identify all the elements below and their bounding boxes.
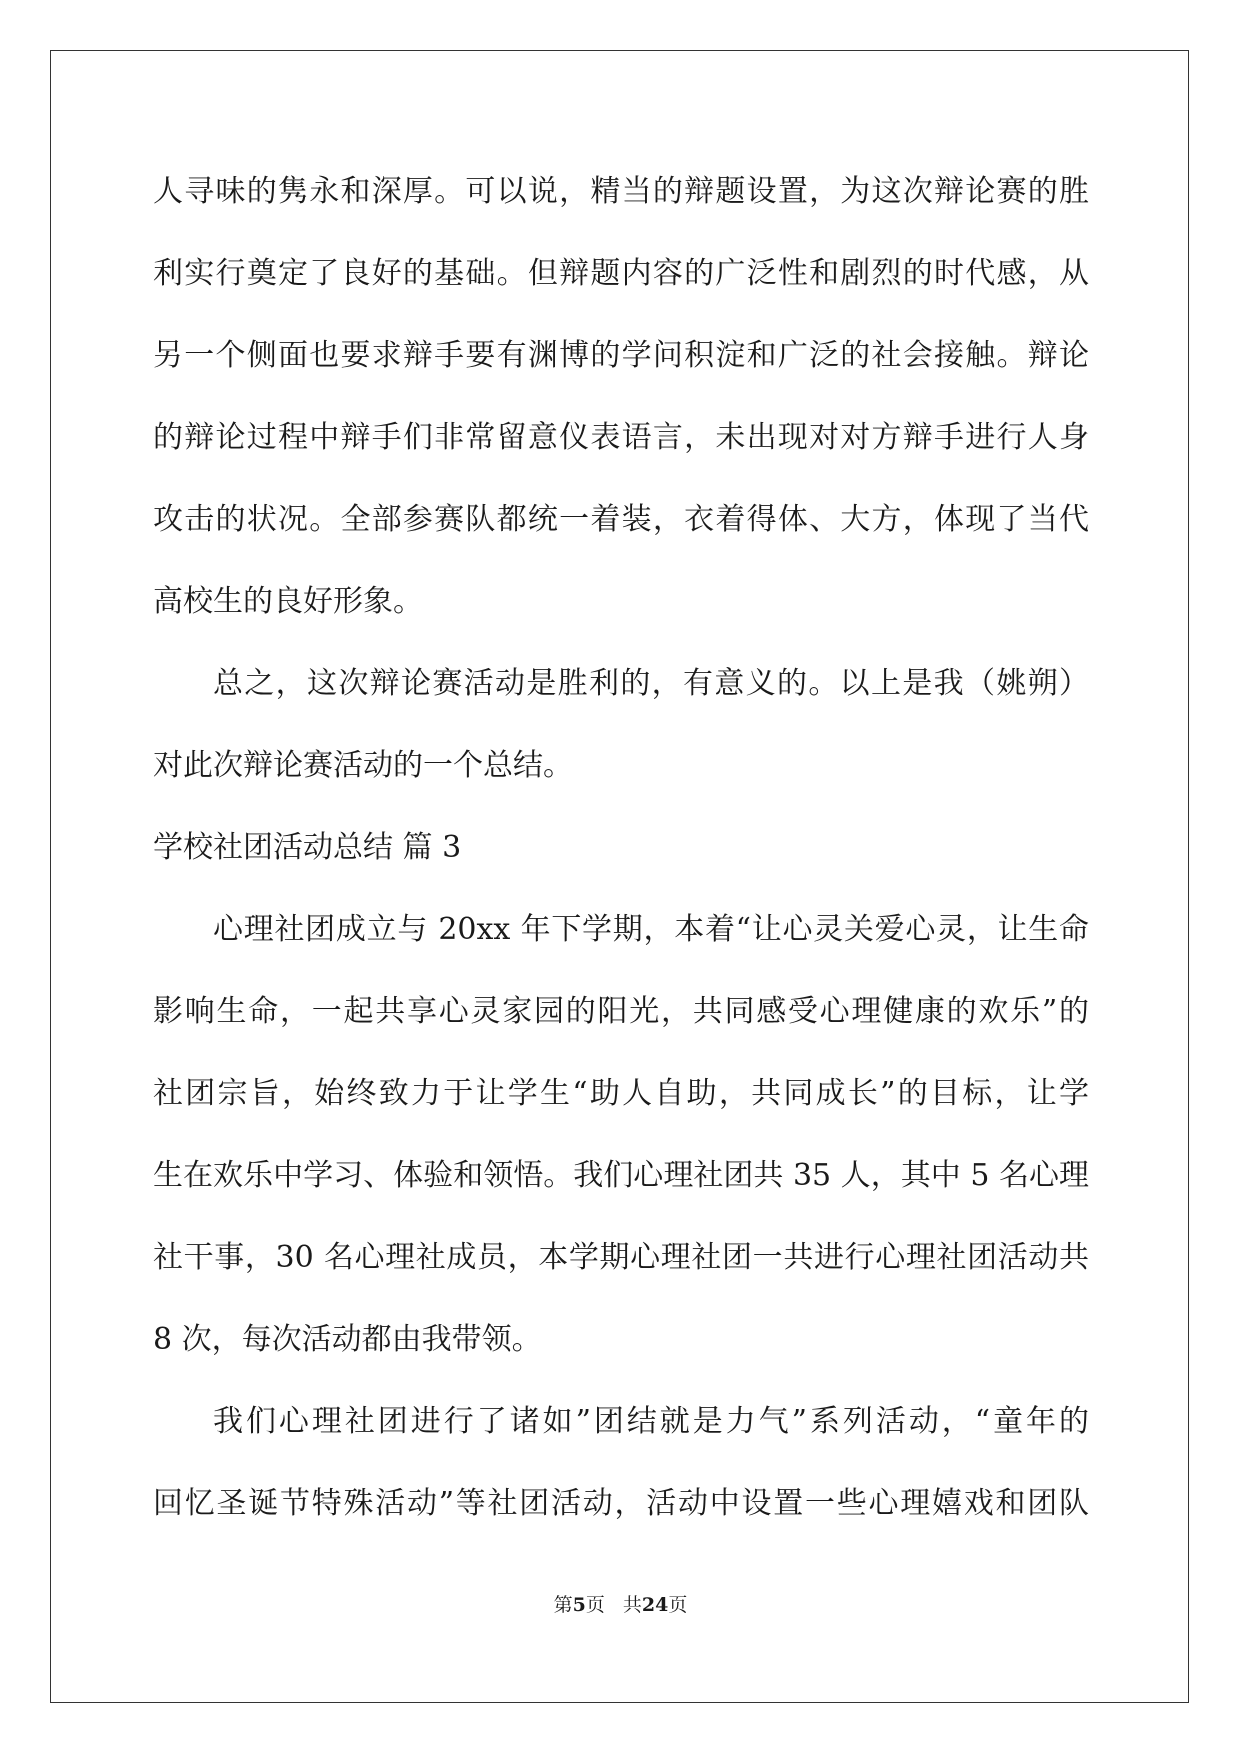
text-line: 对此次辩论赛活动的一个总结。	[153, 748, 573, 783]
section-heading: 学校社团活动总结 篇 3	[153, 830, 462, 865]
text-line: 攻击的状况。全部参赛队都统一着装，衣着得体、大方，体现了当代	[153, 502, 1089, 537]
text-line: 影响生命，一起共享心灵家园的阳光，共同感受心理健康的欢乐”的	[153, 994, 1089, 1029]
page-prefix: 第	[553, 1594, 573, 1616]
paragraph-1	[153, 162, 1089, 654]
paragraph-4	[153, 1392, 1089, 1556]
total-suffix: 页	[668, 1594, 688, 1616]
page-number: 5	[572, 1594, 586, 1616]
text-line: 心理社团成立与 20xx 年下学期，本着“让心灵关爱心灵，让生命	[213, 912, 1089, 947]
text-line: 利实行奠定了良好的基础。但辩题内容的广泛性和剧烈的时代感，从	[153, 256, 1089, 291]
text-line: 人寻味的隽永和深厚。可以说，精当的辩题设置，为这次辩论赛的胜	[153, 174, 1089, 209]
total-prefix: 共	[622, 1594, 642, 1616]
page-suffix: 页	[585, 1594, 605, 1616]
text-line: 回忆圣诞节特殊活动”等社团活动，活动中设置一些心理嬉戏和团队	[153, 1486, 1089, 1521]
text-line: 社团宗旨，始终致力于让学生“助人自助，共同成长”的目标，让学	[153, 1076, 1089, 1111]
text-line: 总之，这次辩论赛活动是胜利的，有意义的。以上是我（姚朔）	[213, 666, 1089, 701]
text-line: 社干事，30 名心理社成员，本学期心理社团一共进行心理社团活动共	[153, 1240, 1089, 1275]
text-line: 另一个侧面也要求辩手要有渊博的学问积淀和广泛的社会接触。辩论	[153, 338, 1089, 373]
document-body	[153, 162, 1089, 1556]
text-line: 高校生的良好形象。	[153, 584, 423, 619]
page-footer	[0, 1590, 1241, 1617]
paragraph-2	[153, 654, 1089, 818]
total-pages: 24	[641, 1594, 669, 1616]
text-line: 生在欢乐中学习、体验和领悟。我们心理社团共 35 人，其中 5 名心理	[153, 1158, 1089, 1193]
text-line: 8 次，每次活动都由我带领。	[153, 1322, 542, 1357]
paragraph-3	[153, 900, 1089, 1392]
text-line: 的辩论过程中辩手们非常留意仪表语言，未出现对对方辩手进行人身	[153, 420, 1089, 455]
text-line: 我们心理社团进行了诸如”团结就是力气”系列活动，“童年的	[213, 1404, 1089, 1439]
